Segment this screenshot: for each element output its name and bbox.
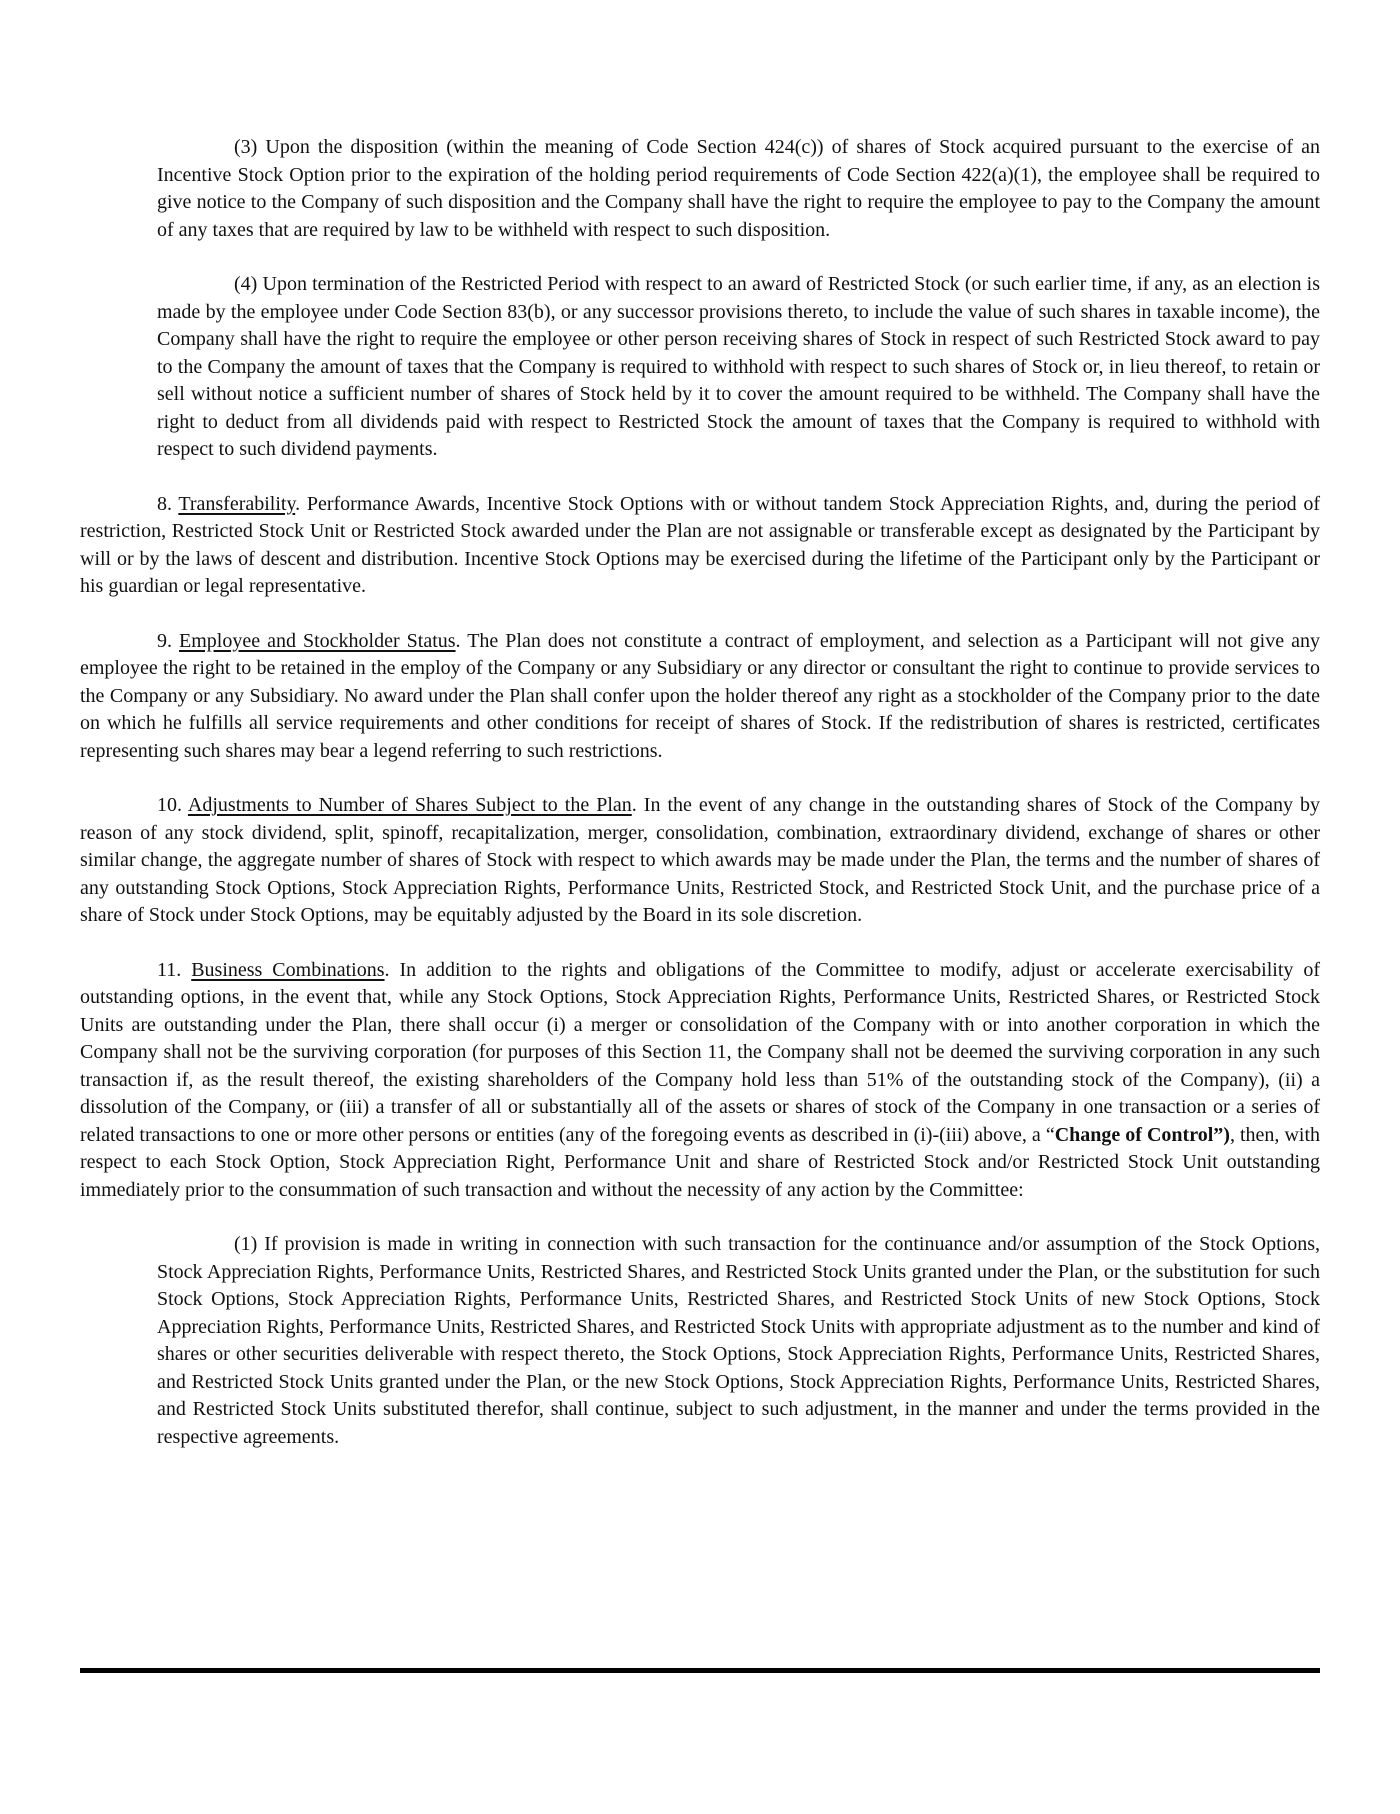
section-11-body-after: , then, with respect to each Stock Option, Stock Appreciation Right, Performance Unit and share of Restricted Stock and/or Restricted Stock Unit outstanding immediately prior to the consummation of such transaction and without the necessity of any action by the Committee:: [80, 1123, 1320, 1201]
document-page: [80, 134, 1320, 1451]
section-9-heading: Employee and Stockholder Status: [179, 629, 456, 652]
paragraph-7-4-text: (4) Upon termination of the Restricted Period with respect to an award of Restricted Stock (or such earlier time, if any, as an election is made by the employee under Code Section 83(b), or any successor provisions thereto, to include the value of such shares in taxable income), the Company shall have the right to require the employee or other person receiving shares of Stock in respect of such Restricted Stock award to pay to the Company the amount of taxes that the Company is required to withhold with respect to such shares of Stock or, in lieu thereof, to retain or sell without notice a sufficient number of shares of Stock held by it to cover the amount required to be withheld. The Company shall have the right to deduct from all dividends paid with respect to Restricted Stock the amount of taxes that the Company is required to withhold with respect to such dividend payments.: [157, 273, 1320, 460]
section-8: [80, 491, 1320, 601]
paragraph-11-1-text: (1) If provision is made in writing in connection with such transaction for the continuance and/or assumption of the Stock Options, Stock Appreciation Rights, Performance Units, Restricted Shares, and Restricted Stock Units granted under the Plan, or the substitution for such Stock Options, Stock Appreciation Rights, Performance Units, Restricted Shares, and Restricted Stock Units of new Stock Options, Stock Appreciation Rights, Performance Units, Restricted Shares, and Restricted Stock Units with appropriate adjustment as to the number and kind of shares or other securities deliverable with respect thereto, the Stock Options, Stock Appreciation Rights, Performance Units, Restricted Shares, and Restricted Stock Units granted under the Plan, or the new Stock Options, Stock Appreciation Rights, Performance Units, Restricted Shares, and Restricted Stock Units substituted therefor, shall continue, subject to such adjustment, in the manner and under the terms provided in the respective agreements.: [157, 1233, 1320, 1448]
section-11-number: 11.: [157, 958, 192, 981]
section-10-body: . In the event of any change in the outstanding shares of Stock of the Company by reason of any stock dividend, split, spinoff, recapitalization, merger, consolidation, combination, extraordinary dividend, exchange of shares or other similar change, the aggregate number of shares of Stock with respect to which awards may be made under the Plan, the terms and the number of shares of any outstanding Stock Options, Stock Appreciation Rights, Performance Units, Restricted Stock, and Restricted Stock Unit, and the purchase price of a share of Stock under Stock Options, may be equitably adjusted by the Board in its sole discretion.: [80, 794, 1320, 926]
page-footer-rule: [80, 1668, 1320, 1673]
section-8-body: . Performance Awards, Incentive Stock Options with or without tandem Stock Appreciation Rights, and, during the period of restriction, Restricted Stock Unit or Restricted Stock awarded under the Plan are not assignable or transferable except as designated by the Participant by will or by the laws of descent and distribution. Incentive Stock Options may be exercised during the lifetime of the Participant only by the Participant or his guardian or legal representative.: [80, 492, 1321, 597]
paragraph-7-4: [157, 271, 1320, 464]
section-11-defined-term: Change of Control”): [1054, 1123, 1230, 1146]
section-11-body-before: . In addition to the rights and obligations of the Committee to modify, adjust or accelerate exercisability of outstanding options, in the event that, while any Stock Options, Stock Appreciation Rights, Performance Units, Restricted Shares, or Restricted Stock Units are outstanding under the Plan, there shall occur (i) a merger or consolidation of the Company with or into another corporation in which the Company shall not be the surviving corporation (for purposes of this Section 11, the Company shall not be deemed the surviving corporation in any such transaction if, as the result thereof, the existing shareholders of the Company hold less than 51% of the outstanding stock of the Company), (ii) a dissolution of the Company, or (iii) a transfer of all or substantially all of the assets or shares of stock of the Company in one transaction or a series of related transactions to one or more other persons or entities (any of the foregoing events as described in (i)-(iii) above, a “: [80, 958, 1320, 1146]
section-11-heading: Business Combinations: [191, 958, 385, 981]
section-10-number: 10.: [157, 794, 188, 816]
section-9: [80, 628, 1320, 766]
paragraph-7-3-text: (3) Upon the disposition (within the meaning of Code Section 424(c)) of shares of Stock acquired pursuant to the exercise of an Incentive Stock Option prior to the expiration of the holding period requirements of Code Section 422(a)(1), the employee shall be required to give notice to the Company of such disposition and the Company shall have the right to require the employee to pay to the Company the amount of any taxes that are required by law to be withheld with respect to such disposition.: [157, 136, 1320, 241]
section-10-heading: Adjustments to Number of Shares Subject to the Plan: [187, 794, 632, 816]
section-9-number: 9.: [157, 629, 180, 652]
section-11: [80, 957, 1320, 1205]
paragraph-7-3: [157, 134, 1320, 244]
paragraph-11-1: [157, 1231, 1320, 1451]
section-8-number: 8.: [157, 492, 179, 515]
section-9-body: . The Plan does not constitute a contract of employment, and selection as a Participant will not give any employee the right to be retained in the employ of the Company or any Subsidiary or any director or consultant the right to continue to provide services to the Company or any Subsidiary. No award under the Plan shall confer upon the holder thereof any right as a stockholder of the Company prior to the date on which he fulfills all service requirements and other conditions for receipt of shares of Stock. If the redistribution of shares is restricted, certificates representing such shares may bear a legend referring to such restrictions.: [80, 629, 1320, 762]
section-8-heading: Transferability: [178, 492, 296, 515]
section-10: [80, 792, 1320, 930]
